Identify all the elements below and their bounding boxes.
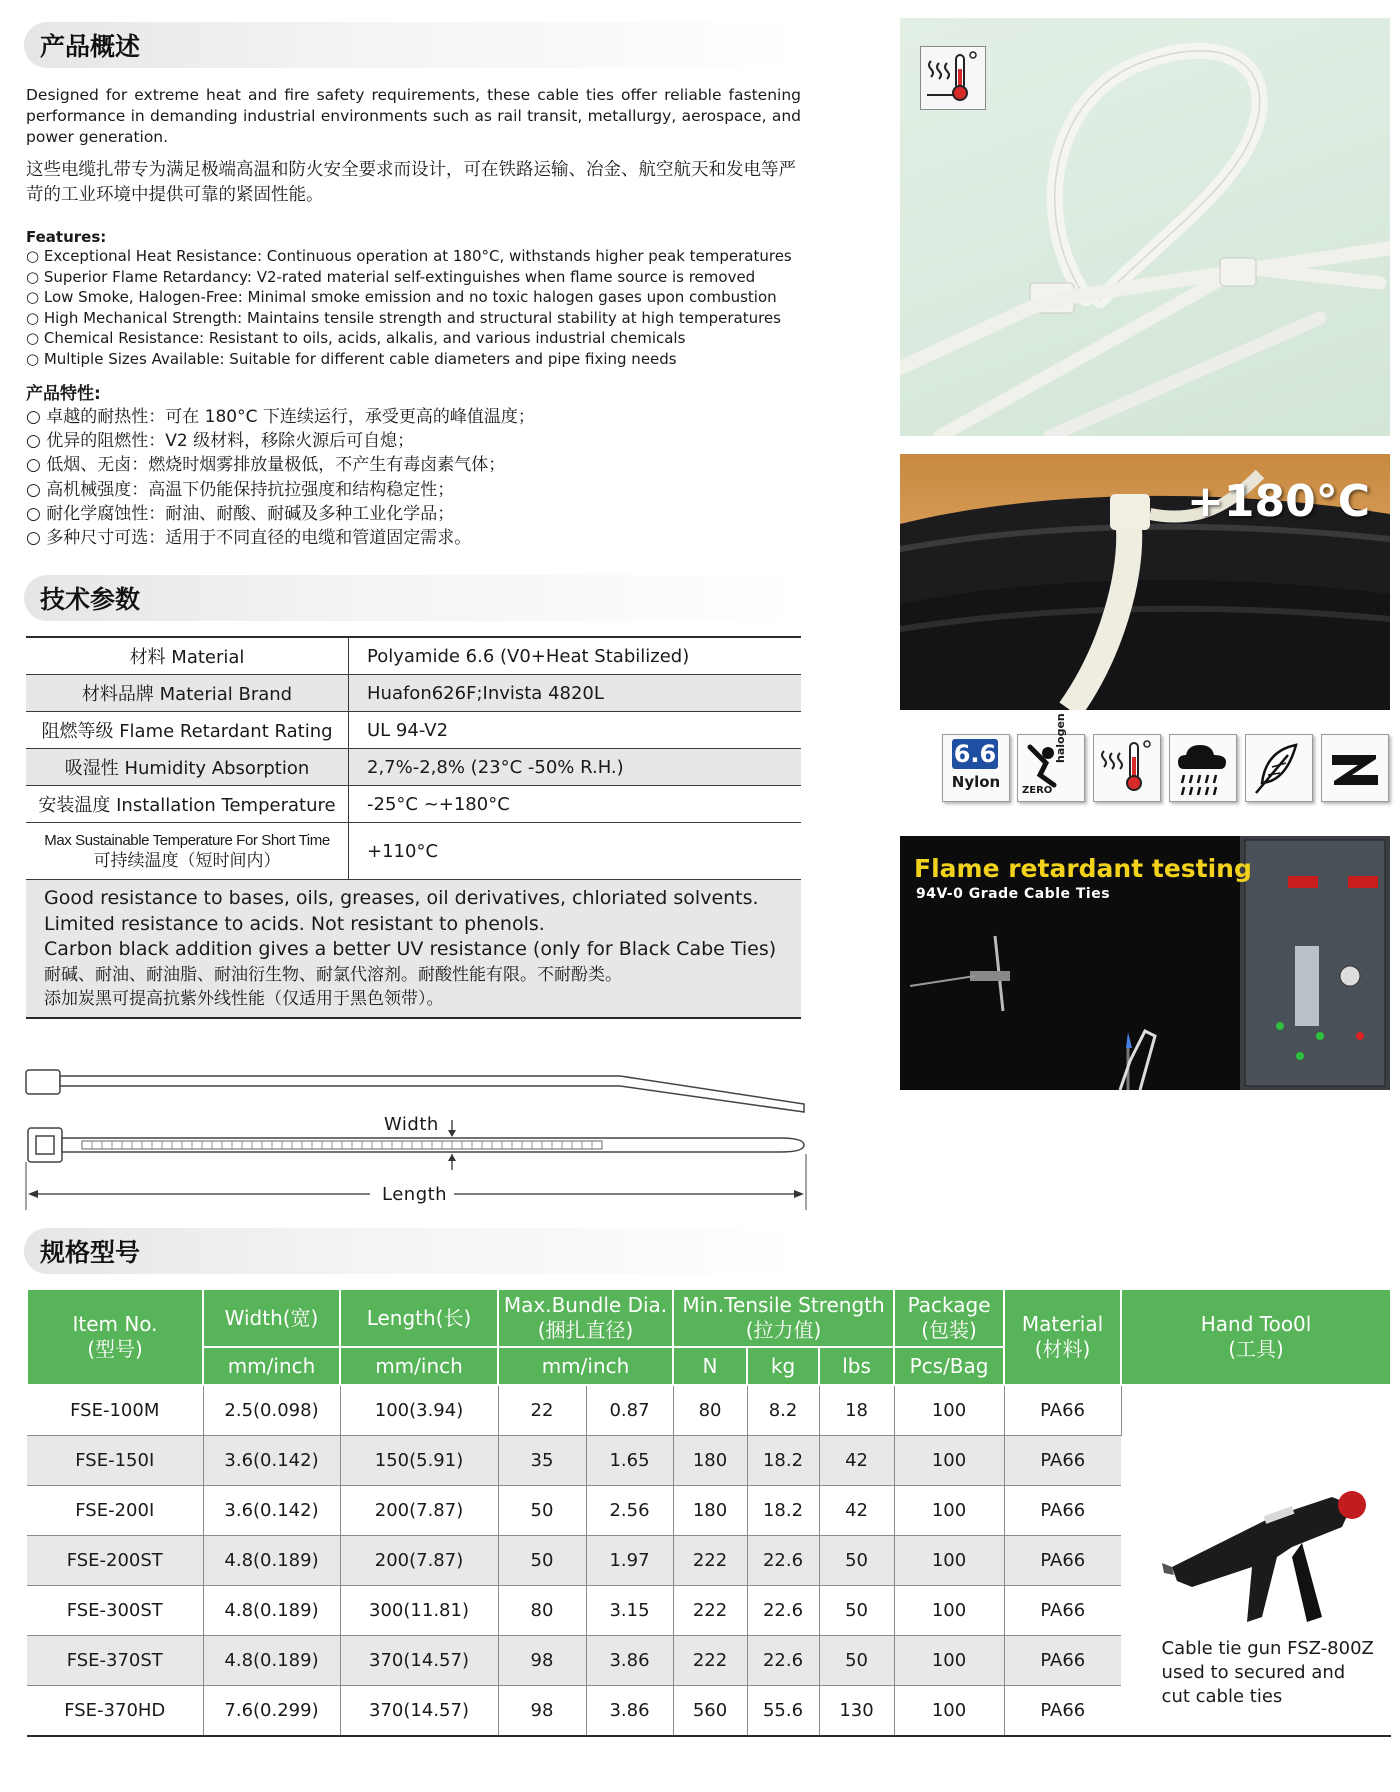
col-length: Length(长) <box>340 1289 498 1347</box>
cell-n: 180 <box>673 1436 747 1486</box>
spec-key: 阻燃等级 Flame Retardant Rating <box>26 712 349 749</box>
col-bundle-cn: (捆扎直径) <box>537 1318 634 1342</box>
cell-width: 4.8(0.189) <box>203 1586 340 1636</box>
feature-en-item: ○ Exceptional Heat Resistance: Continuous operation at 180°C, withstands higher peak temperatures <box>26 247 792 265</box>
cell-lbs: 42 <box>819 1486 894 1536</box>
cell-width: 2.5(0.098) <box>203 1385 340 1436</box>
feature-en-item: ○ Low Smoke, Halogen-Free: Minimal smoke emission and no toxic halogen gases upon combustion <box>26 288 777 307</box>
overview-cn-text: 这些电缆扎带专为满足极端高温和防火安全要求而设计，可在铁路运输、冶金、航空航天和发电等严苛的工业环境中提供可靠的紧固性能。 <box>26 160 796 205</box>
spec-value: Huafon626F;Invista 4820L <box>349 675 802 712</box>
spec-row <box>26 675 801 712</box>
thermometer-icon <box>1094 735 1160 801</box>
zero-label: ZERO <box>1022 785 1053 796</box>
cell-item: FSE-200ST <box>27 1536 203 1586</box>
header-row <box>27 1289 1391 1347</box>
cell-item: FSE-100M <box>27 1385 203 1436</box>
note-en-2: Carbon black addition gives a better UV resistance (only for Black Cabe Ties) <box>44 938 777 960</box>
unit-length: mm/inch <box>340 1347 498 1385</box>
cell-bundle-inch: 3.15 <box>586 1586 673 1636</box>
cell-lbs: 18 <box>819 1385 894 1436</box>
cell-item: FSE-300ST <box>27 1586 203 1636</box>
cell-bundle-mm: 50 <box>498 1486 586 1536</box>
cell-length: 200(7.87) <box>340 1536 498 1586</box>
cell-pcs: 100 <box>894 1536 1004 1586</box>
cell-bundle-inch: 2.56 <box>586 1486 673 1536</box>
cell-bundle-mm: 80 <box>498 1586 586 1636</box>
cell-item: FSE-370HD <box>27 1686 203 1737</box>
cell-material: PA66 <box>1004 1536 1121 1586</box>
col-package-cn: (包装) <box>921 1318 977 1342</box>
spec-note <box>26 880 801 1018</box>
spec-key: 材料品牌 Material Brand <box>26 675 349 712</box>
spec-row <box>26 712 801 749</box>
flame-test-subtitle: 94V-0 Grade Cable Ties <box>916 886 1111 902</box>
col-item-cn: (型号) <box>87 1337 143 1361</box>
col-tensile <box>673 1289 894 1347</box>
cell-length: 100(3.94) <box>340 1385 498 1436</box>
nylon-icon-box <box>942 734 1010 802</box>
heat-icon-box-2 <box>1093 734 1161 802</box>
cell-bundle-inch: 0.87 <box>586 1385 673 1436</box>
unit-bundle: mm/inch <box>498 1347 673 1385</box>
cell-kg: 22.6 <box>747 1636 819 1686</box>
tech-heading-text: 技术参数 <box>40 585 141 614</box>
overview-heading <box>24 22 800 68</box>
cell-lbs: 42 <box>819 1436 894 1486</box>
col-package <box>894 1289 1004 1347</box>
cell-material: PA66 <box>1004 1385 1121 1436</box>
flame-test-photo <box>900 836 1390 1090</box>
cell-length: 300(11.81) <box>340 1586 498 1636</box>
col-item-en: Item No. <box>72 1312 158 1336</box>
cell-pcs: 100 <box>894 1385 1004 1436</box>
col-tensile-en: Min.Tensile Strength <box>682 1293 885 1317</box>
cell-bundle-mm: 98 <box>498 1686 586 1737</box>
spec-row <box>26 749 801 786</box>
product-photo <box>900 18 1390 436</box>
feature-cn-item: ○ 卓越的耐热性：可在 180°C 下连续运行，承受更高的峰值温度； <box>26 407 535 427</box>
overview-heading-text: 产品概述 <box>40 32 141 61</box>
cell-kg: 22.6 <box>747 1586 819 1636</box>
overview-en-text: Designed for extreme heat and fire safety requirements, these cable ties offer reliable fastening performance in demanding industrial environments such as rail transit, metallurgy, aerospace, and power generation. <box>26 86 801 146</box>
max-temp-en: Max Sustainable Temperature For Short Time <box>44 832 330 849</box>
cell-length: 150(5.91) <box>340 1436 498 1486</box>
nylon-label: Nylon <box>951 773 1001 791</box>
feature-en-item: ○ Multiple Sizes Available: Suitable for different cable diameters and pipe fixing needs <box>26 349 677 368</box>
cell-n: 222 <box>673 1586 747 1636</box>
feature-cn-item: ○ 高机械强度：高温下仍能保持抗拉强度和结构稳定性； <box>26 479 455 500</box>
temp-badge: +180°C <box>1186 476 1370 527</box>
note-en-1: Good resistance to bases, oils, greases, oil derivatives, chloriated solvents. Limited resistance to acids. Not resistant to phenols. <box>44 887 759 935</box>
unit-n: N <box>673 1347 747 1385</box>
tool-caption-2: used to secured and <box>1161 1662 1346 1683</box>
cell-lbs: 50 <box>819 1636 894 1686</box>
cell-width: 4.8(0.189) <box>203 1536 340 1586</box>
cell-item: FSE-150I <box>27 1436 203 1486</box>
cell-item: FSE-370ST <box>27 1636 203 1686</box>
insulation-icon-box <box>1321 734 1389 802</box>
heat-photo <box>900 454 1390 710</box>
spec-key-max-temp <box>26 823 349 880</box>
spec-key: 材料 Material <box>26 637 349 675</box>
cell-kg: 18.2 <box>747 1486 819 1536</box>
col-item <box>27 1289 203 1385</box>
cell-material: PA66 <box>1004 1636 1121 1686</box>
features-cn-title: 产品特性: <box>26 384 101 404</box>
cell-bundle-inch: 1.97 <box>586 1536 673 1586</box>
spec-value: UL 94-V2 <box>349 712 802 749</box>
feature-en-item: ○ Chemical Resistance: Resistant to oils, acids, alkalis, and various industrial chemicals <box>26 329 686 348</box>
spec-value: 2,7%-2,8% (23°C -50% R.H.) <box>349 749 802 786</box>
cell-bundle-inch: 3.86 <box>586 1636 673 1686</box>
cell-width: 7.6(0.299) <box>203 1686 340 1737</box>
spec-heading <box>24 1228 800 1274</box>
unit-lbs: lbs <box>819 1347 894 1385</box>
cell-pcs: 100 <box>894 1686 1004 1737</box>
cell-kg: 22.6 <box>747 1536 819 1586</box>
cable-tie-gun-image <box>1152 1477 1382 1627</box>
spec-note-row <box>26 880 801 1018</box>
cell-pcs: 100 <box>894 1636 1004 1686</box>
nylon-number: 6.6 <box>953 740 997 768</box>
col-material-en: Material <box>1021 1312 1104 1336</box>
spec-row <box>26 637 801 675</box>
unit-kg: kg <box>747 1347 819 1385</box>
cell-width: 3.6(0.142) <box>203 1486 340 1536</box>
cell-pcs: 100 <box>894 1436 1004 1486</box>
tech-spec-table <box>26 636 801 1019</box>
tool-cell <box>1121 1385 1391 1736</box>
col-tool-cn: (工具) <box>1228 1337 1284 1361</box>
features-en-title: Features: <box>26 228 107 246</box>
spec-key: 安装温度 Installation Temperature <box>26 786 349 823</box>
spec-value: -25°C ~+180°C <box>349 786 802 823</box>
col-package-en: Package <box>907 1293 991 1317</box>
note-cn-1: 耐碱、耐油、耐油脂、耐油衍生物、耐氯代溶剂。耐酸性能有限。不耐酚类。 <box>44 964 622 985</box>
col-bundle <box>498 1289 673 1347</box>
flame-test-title: Flame retardant testing <box>914 854 1252 883</box>
spec-table <box>26 1288 1392 1737</box>
cell-bundle-inch: 3.86 <box>586 1686 673 1737</box>
col-tensile-cn: (拉力值) <box>745 1318 822 1342</box>
cell-n: 80 <box>673 1385 747 1436</box>
lightning-icon <box>1322 735 1388 801</box>
spec-value: Polyamide 6.6 (V0+Heat Stabilized) <box>349 637 802 675</box>
cell-lbs: 50 <box>819 1586 894 1636</box>
cell-kg: 55.6 <box>747 1686 819 1737</box>
col-width: Width(宽) <box>203 1289 340 1347</box>
features-cn-block <box>26 383 806 550</box>
spec-key: 吸湿性 Humidity Absorption <box>26 749 349 786</box>
feature-cn-item: ○ 优异的阻燃性：V2 级材料，移除火源后可自熄； <box>26 431 415 452</box>
feature-en-item: ○ High Mechanical Strength: Maintains tensile strength and structural stability at high temperatures <box>26 308 781 327</box>
cell-kg: 18.2 <box>747 1436 819 1486</box>
cell-n: 222 <box>673 1536 747 1586</box>
cell-bundle-mm: 35 <box>498 1436 586 1486</box>
cell-kg: 8.2 <box>747 1385 819 1436</box>
tool-caption-1: Cable tie gun FSZ-800Z <box>1161 1638 1374 1659</box>
cell-n: 180 <box>673 1486 747 1536</box>
spec-row <box>26 823 801 880</box>
unit-pcs: Pcs/Bag <box>894 1347 1004 1385</box>
cell-item: FSE-200I <box>27 1486 203 1536</box>
spec-value: +110°C <box>349 823 802 880</box>
cell-bundle-inch: 1.65 <box>586 1436 673 1486</box>
col-material-cn: (材料) <box>1034 1337 1091 1361</box>
cell-pcs: 100 <box>894 1586 1004 1636</box>
feature-cn-item: ○ 多种尺寸可选：适用于不同直径的电缆和管道固定需求。 <box>26 528 472 549</box>
feature-cn-item: ○ 耐化学腐蚀性：耐油、耐酸、耐碱及多种工业化学品； <box>26 503 455 524</box>
feature-cn-item: ○ 低烟、无卤：燃烧时烟雾排放量极低，不产生有毒卤素气体； <box>26 455 506 476</box>
feather-icon-box <box>1245 734 1313 802</box>
rain-icon-box <box>1169 734 1237 802</box>
col-bundle-en: Max.Bundle Dia. <box>503 1293 668 1317</box>
cell-bundle-mm: 22 <box>498 1385 586 1436</box>
table-row <box>27 1385 1391 1436</box>
cell-length: 370(14.57) <box>340 1636 498 1686</box>
halogen-label: halogen <box>1054 713 1067 763</box>
cell-bundle-mm: 98 <box>498 1636 586 1686</box>
cell-n: 222 <box>673 1636 747 1686</box>
zero-halogen-icon-box <box>1017 713 1085 802</box>
col-material <box>1004 1289 1121 1385</box>
spec-row <box>26 786 801 823</box>
length-label: Length <box>382 1184 448 1205</box>
width-label: Width <box>384 1114 439 1135</box>
tech-heading <box>24 575 800 621</box>
feather-icon <box>1246 735 1312 801</box>
cell-material: PA66 <box>1004 1586 1121 1636</box>
features-en-block <box>26 228 806 370</box>
cell-length: 370(14.57) <box>340 1686 498 1737</box>
cell-lbs: 50 <box>819 1536 894 1586</box>
cell-bundle-mm: 50 <box>498 1536 586 1586</box>
spec-heading-text: 规格型号 <box>40 1238 141 1267</box>
cell-n: 560 <box>673 1686 747 1737</box>
cell-lbs: 130 <box>819 1686 894 1737</box>
cell-material: PA66 <box>1004 1436 1121 1486</box>
unit-width: mm/inch <box>203 1347 340 1385</box>
col-tool-en: Hand Too0l <box>1200 1312 1312 1336</box>
heat-icon-box <box>920 46 986 110</box>
cell-width: 4.8(0.189) <box>203 1636 340 1686</box>
cell-material: PA66 <box>1004 1686 1121 1737</box>
cell-material: PA66 <box>1004 1486 1121 1536</box>
note-cn-2: 添加炭黑可提高抗紫外线性能（仅适用于黑色领带）。 <box>44 988 444 1009</box>
cell-length: 200(7.87) <box>340 1486 498 1536</box>
col-tool <box>1121 1289 1391 1385</box>
cell-pcs: 100 <box>894 1486 1004 1536</box>
cell-width: 3.6(0.142) <box>203 1436 340 1486</box>
rain-cloud-icon <box>1170 735 1236 801</box>
tool-caption-3: cut cable ties <box>1161 1686 1283 1707</box>
thermometer-icon <box>921 47 985 109</box>
feature-en-item: ○ Superior Flame Retardancy: V2-rated material self-extinguishes when flame source is removed <box>26 267 756 286</box>
max-temp-cn: 可持续温度（短时间内） <box>93 851 281 871</box>
